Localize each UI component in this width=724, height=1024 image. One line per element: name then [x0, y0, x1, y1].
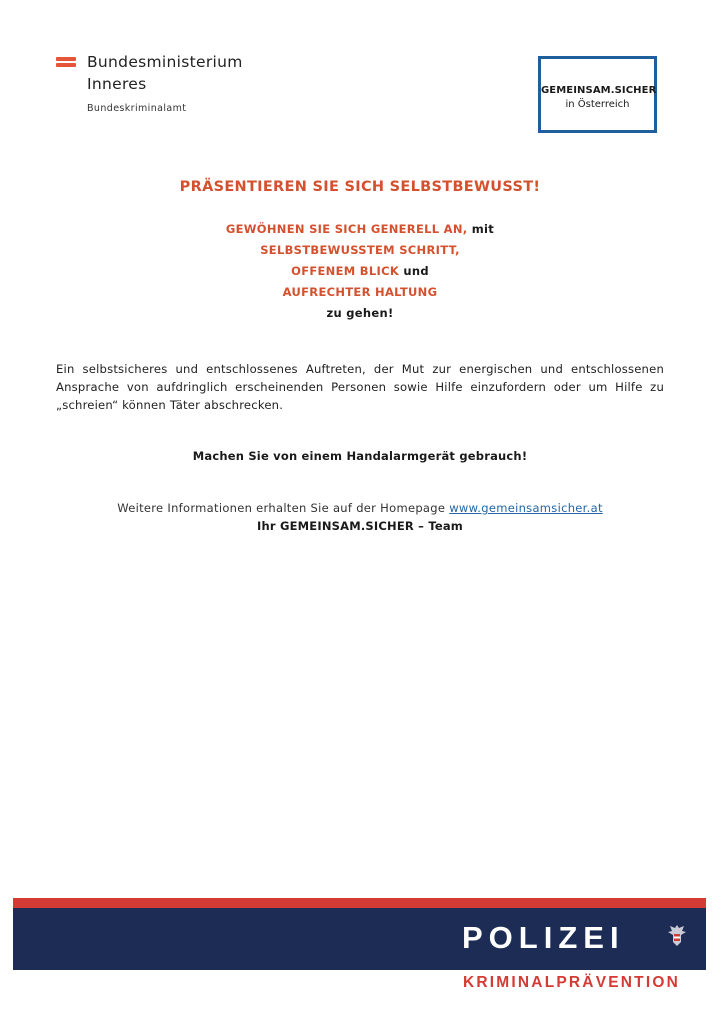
advice-line-1-text: mit [467, 222, 495, 236]
badge-subtitle: in Österreich [565, 99, 630, 110]
team-signature: Ihr GEMEINSAM.SICHER – Team [257, 519, 463, 533]
ministry-name: Bundesministerium [87, 53, 243, 71]
ministry-department: Inneres [87, 75, 147, 93]
page-title: PRÄSENTIEREN SIE SICH SELBSTBEWUSST! [179, 179, 541, 195]
advice-line-2 [0, 243, 720, 257]
advice-line-2-emphasis: SELBSTBEWUSSTEM SCHRITT, [260, 243, 460, 257]
advice-line-3-text: und [399, 264, 429, 278]
ministry-logo [56, 53, 256, 123]
advice-line-5 [0, 306, 720, 320]
info-text: Weitere Informationen erhalten Sie auf der Homepage [117, 501, 450, 515]
federal-eagle-icon [666, 922, 688, 948]
homepage-link[interactable]: www.gemeinsamsicher.at [449, 501, 603, 515]
info-line [0, 501, 720, 515]
kriminalpraevention-label: KRIMINALPRÄVENTION [463, 974, 680, 991]
ministry-subunit: Bundeskriminalamt [87, 103, 187, 114]
gemeinsam-sicher-badge [538, 56, 657, 133]
advice-line-1 [0, 222, 720, 236]
police-banner-stripe [13, 898, 706, 908]
badge-title: GEMEINSAM.SICHER [541, 85, 657, 96]
polizei-wordmark: POLIZEI [462, 920, 625, 955]
body-paragraph: Ein selbstsicheres und entschlossenes Auftreten, der Mut zur energischen und entschlossenen Ansprache von aufdringlich erscheinenden Personen sowie Hilfe einzufordern oder um Hilfe zu „schreien“ können Täter abschrecken. [56, 362, 664, 412]
advice-line-3-emphasis: OFFENEM BLICK [291, 264, 400, 278]
advice-line-1-emphasis: GEWÖHNEN SIE SICH GENERELL AN, [225, 222, 468, 236]
advice-line-4-emphasis: AUFRECHTER HALTUNG [282, 285, 438, 299]
advice-line-4 [0, 285, 720, 299]
advice-line-5-text: zu gehen! [326, 306, 394, 320]
call-to-action: Machen Sie von einem Handalarmgerät gebrauch! [192, 449, 528, 463]
advice-line-3 [0, 264, 720, 278]
austria-flag-icon [56, 57, 76, 67]
